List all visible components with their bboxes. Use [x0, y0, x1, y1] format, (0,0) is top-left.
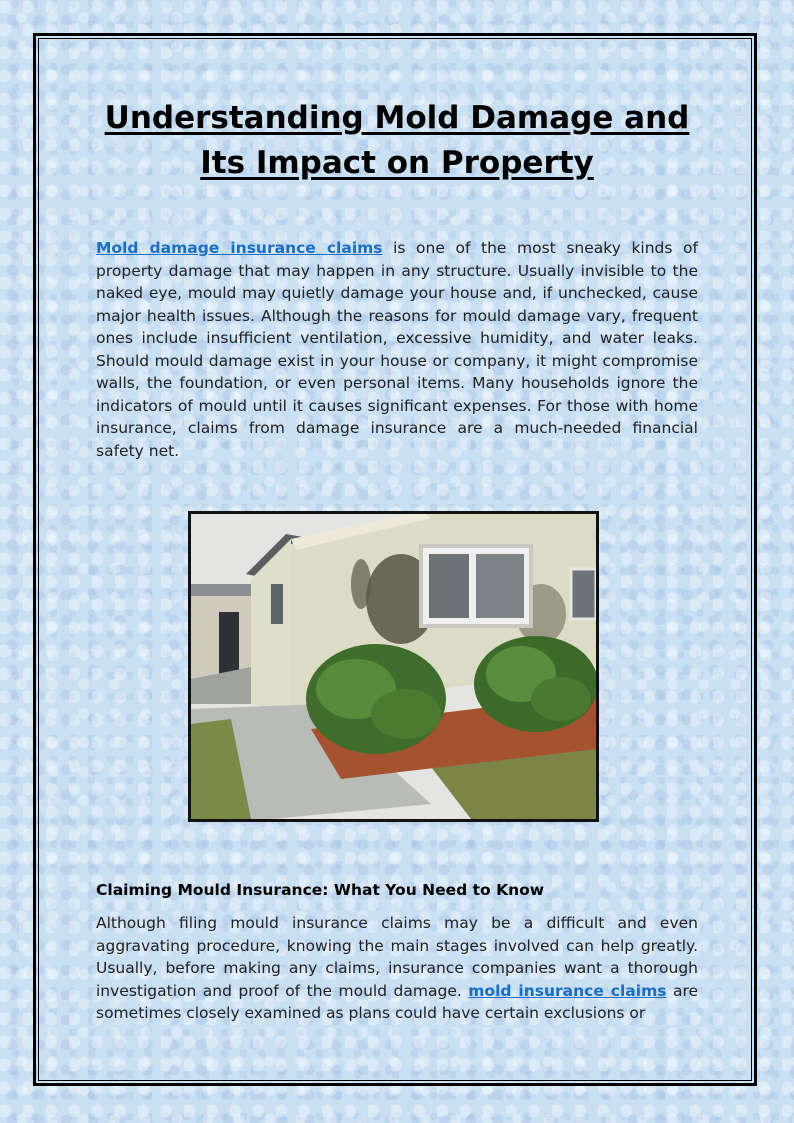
mold-insurance-claims-link[interactable]: mold insurance claims: [468, 981, 667, 1000]
article-title: [96, 96, 698, 186]
mold-damaged-house-photo: [188, 511, 599, 822]
section-text-before: Although filing mould insurance claims may be a difficult and even aggravating procedure, knowing the main stages involved can help greatly. Usually, before making any claims, insurance companies want a thorough investigation and proof of the mould damage.: [96, 914, 698, 1000]
mold-damage-insurance-claims-link[interactable]: Mold damage insurance claims: [96, 239, 383, 257]
section-paragraph: [96, 912, 698, 1025]
section-text-after: are sometimes closely examined as plans could have certain exclusions or: [96, 981, 699, 1022]
article-title-line1: Understanding Mold Damage and: [104, 100, 690, 136]
intro-paragraph: [96, 237, 698, 462]
article-title-line2: Its Impact on Property: [200, 145, 594, 181]
intro-text: is one of the most sneaky kinds of property damage that may happen in any structure. Usually invisible to the naked eye, mould may quietly damage your house and, if unchecked, cause major health issues. Although the reasons for mould damage vary, frequent ones include insufficient ventilation, excessive humidity, and water leaks. Should mould damage exist in your house or company, it might compromise walls, the foundation, or even personal items. Many households ignore the indicators of mould until it causes significant expenses. For those with home insurance, claims from damage insurance are a much-needed financial safety net.: [96, 239, 698, 460]
section-heading: Claiming Mould Insurance: What You Need to Know: [96, 881, 545, 899]
